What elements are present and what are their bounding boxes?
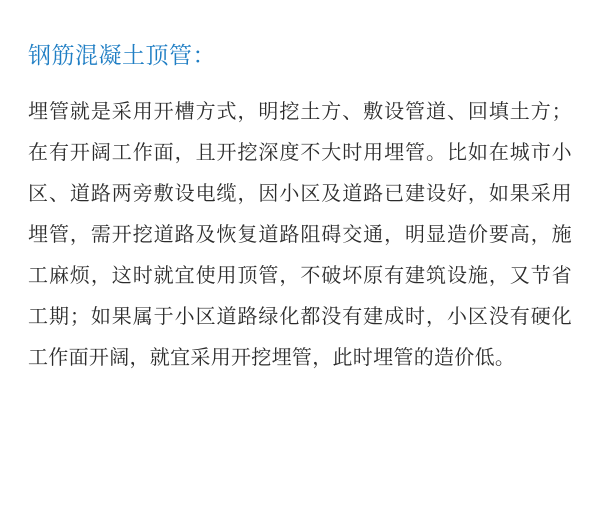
page-title: 钢筋混凝土顶管： [28, 42, 216, 68]
body-paragraph: 埋管就是采用开槽方式，明挖土方、敷设管道、回填土方；在有开阔工作面，且开挖深度不大时用埋管。比如在城市小区、道路两旁敷设电缆，因小区及道路已建设好，如果采用埋管，需开挖道路及恢复道路阻碍交通，明显造价要高，施工麻烦，这时就宜使用顶管，不破坏原有建筑设施，又节省工期；如果属于小区道路绿化都没有建成时，小区没有硬化工作面开阔，就宜采用开挖埋管，此时埋管的造价低。 [28, 101, 572, 369]
